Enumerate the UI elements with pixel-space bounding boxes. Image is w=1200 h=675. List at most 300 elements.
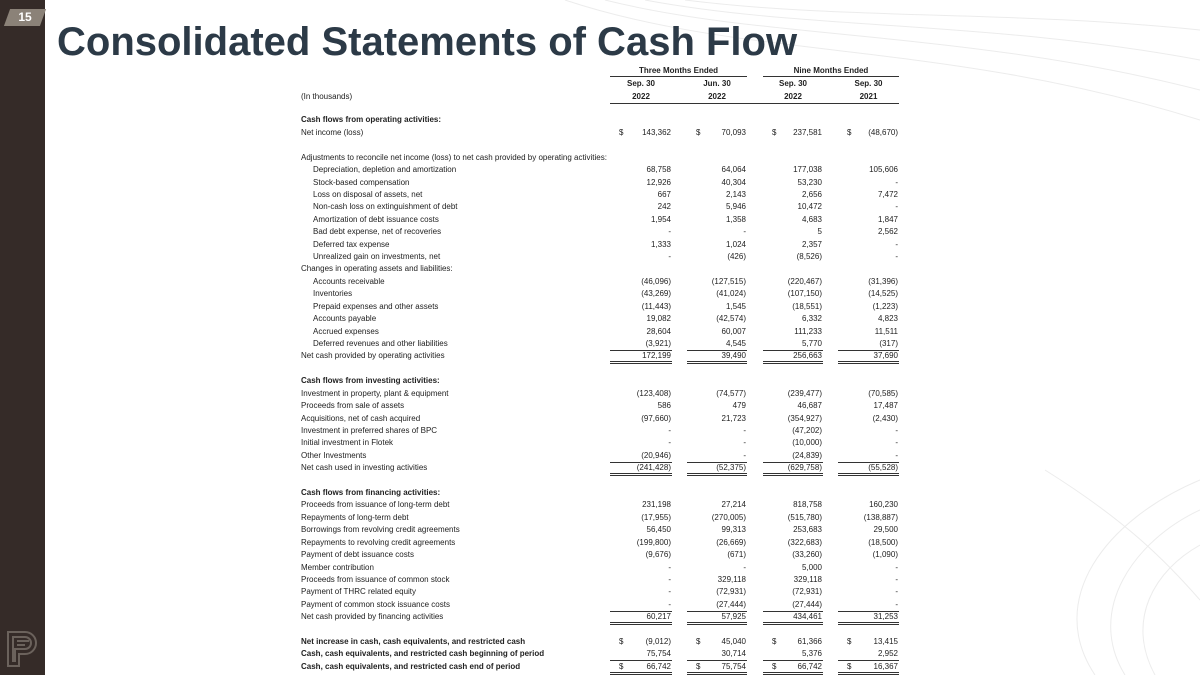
table-row bbox=[0, 165, 1200, 177]
value-cell bbox=[838, 240, 899, 251]
value-cell bbox=[838, 190, 899, 201]
value-cell bbox=[838, 513, 899, 524]
cell-value: (31,396) bbox=[868, 276, 898, 286]
value-cell bbox=[838, 252, 899, 263]
cell-value: (138,887) bbox=[863, 512, 898, 522]
value-cell bbox=[687, 401, 747, 412]
value-cell bbox=[610, 277, 672, 288]
cell-value: 30,714 bbox=[721, 649, 746, 659]
cell-value: 1,545 bbox=[725, 301, 746, 311]
value-cell bbox=[763, 178, 823, 189]
cell-value: 5,000 bbox=[801, 562, 822, 572]
value-cell bbox=[838, 202, 899, 213]
row-label: Net income (loss) bbox=[301, 127, 364, 137]
cell-value: 586 bbox=[657, 401, 671, 411]
cell-value: (46,096) bbox=[641, 276, 671, 286]
row-label: Deferred tax expense bbox=[313, 239, 390, 249]
value-cell bbox=[687, 339, 747, 351]
cell-value: - bbox=[668, 599, 671, 609]
value-cell bbox=[763, 525, 823, 536]
cell-value: 31,253 bbox=[873, 612, 898, 622]
row-label: Cash, cash equivalents, and restricted cash beginning of period bbox=[301, 649, 545, 659]
value-cell bbox=[763, 314, 823, 325]
table-row bbox=[0, 178, 1200, 190]
value-cell bbox=[838, 314, 899, 325]
table-row bbox=[0, 587, 1200, 599]
cell-value: - bbox=[895, 425, 898, 435]
cell-value: 253,683 bbox=[793, 525, 822, 535]
cell-value: - bbox=[895, 438, 898, 448]
cell-value: - bbox=[668, 252, 671, 262]
header-three-months: Three Months Ended bbox=[638, 66, 719, 75]
spacer-row bbox=[0, 476, 1200, 488]
cell-value: (220,467) bbox=[787, 276, 822, 286]
value-cell bbox=[838, 563, 899, 574]
value-cell bbox=[610, 612, 672, 625]
value-cell bbox=[838, 401, 899, 412]
value-cell bbox=[763, 190, 823, 201]
cell-value: - bbox=[668, 562, 671, 572]
cell-value: 1,358 bbox=[725, 214, 746, 224]
currency-symbol: $ bbox=[772, 637, 777, 647]
value-cell bbox=[687, 637, 747, 648]
cell-value: 1,954 bbox=[650, 214, 671, 224]
row-label: Proceeds from issuance of long-term debt bbox=[301, 500, 450, 510]
cell-value: 5,946 bbox=[725, 202, 746, 212]
value-cell bbox=[838, 227, 899, 238]
cell-value: (322,683) bbox=[787, 537, 822, 547]
cell-value: 16,367 bbox=[873, 661, 898, 671]
cell-value: 19,082 bbox=[646, 314, 671, 324]
cell-value: 143,362 bbox=[642, 127, 671, 137]
row-label: Borrowings from revolving credit agreements bbox=[301, 525, 460, 535]
cell-value: 329,118 bbox=[793, 574, 822, 584]
currency-symbol: $ bbox=[696, 661, 701, 671]
table-row bbox=[0, 463, 1200, 475]
cell-value: 434,461 bbox=[793, 612, 822, 622]
table-row bbox=[0, 525, 1200, 537]
table-row bbox=[0, 438, 1200, 450]
value-cell bbox=[838, 426, 899, 437]
cell-value: 479 bbox=[732, 401, 746, 411]
cell-value: 242 bbox=[657, 202, 671, 212]
table-row bbox=[0, 451, 1200, 463]
cell-value: (515,780) bbox=[787, 512, 822, 522]
cell-value: - bbox=[668, 438, 671, 448]
cell-value: - bbox=[668, 574, 671, 584]
row-label: Cash, cash equivalents, and restricted cash end of period bbox=[301, 661, 521, 671]
value-cell bbox=[610, 389, 672, 400]
cell-value: - bbox=[668, 587, 671, 597]
value-cell bbox=[838, 351, 899, 364]
cell-value: - bbox=[743, 425, 746, 435]
row-label: Amortization of debt issuance costs bbox=[313, 214, 439, 224]
cell-value: (671) bbox=[727, 550, 746, 560]
value-cell bbox=[838, 538, 899, 549]
table-row bbox=[0, 426, 1200, 438]
value-cell bbox=[610, 202, 672, 213]
row-label: Investment in property, plant & equipment bbox=[301, 388, 449, 398]
cell-value: 172,199 bbox=[642, 351, 671, 361]
cell-value: 105,606 bbox=[869, 165, 898, 175]
cell-value: 5,770 bbox=[801, 338, 822, 348]
value-cell bbox=[610, 500, 672, 511]
cell-value: - bbox=[895, 239, 898, 249]
row-label: Net cash used in investing activities bbox=[301, 463, 428, 473]
value-cell bbox=[610, 215, 672, 226]
cell-value: 70,093 bbox=[721, 127, 746, 137]
cell-value: 45,040 bbox=[721, 637, 746, 647]
value-cell bbox=[838, 327, 899, 338]
column-header-month: Sep. 30 bbox=[626, 79, 655, 88]
cell-value: (17,955) bbox=[641, 512, 671, 522]
value-cell bbox=[763, 513, 823, 524]
cell-value: 66,742 bbox=[646, 661, 671, 671]
value-cell bbox=[763, 587, 823, 598]
table-row bbox=[0, 128, 1200, 140]
cell-value: 57,925 bbox=[721, 612, 746, 622]
value-cell bbox=[838, 277, 899, 288]
value-cell bbox=[763, 128, 823, 139]
row-label: Unrealized gain on investments, net bbox=[313, 252, 441, 262]
row-label: Bad debt expense, net of recoveries bbox=[313, 227, 442, 237]
cell-value: 2,952 bbox=[877, 649, 898, 659]
value-cell bbox=[687, 252, 747, 263]
currency-symbol: $ bbox=[696, 127, 701, 137]
cell-value: (48,670) bbox=[868, 127, 898, 137]
cell-value: 2,357 bbox=[801, 239, 822, 249]
spacer-row bbox=[0, 625, 1200, 637]
header-rule bbox=[763, 76, 899, 77]
value-cell bbox=[687, 389, 747, 400]
value-cell bbox=[838, 500, 899, 511]
value-cell bbox=[687, 525, 747, 536]
table-row bbox=[0, 637, 1200, 649]
cell-value: 177,038 bbox=[793, 165, 822, 175]
value-cell bbox=[763, 389, 823, 400]
cell-value: 75,754 bbox=[646, 649, 671, 659]
cell-value: (123,408) bbox=[636, 388, 671, 398]
value-cell bbox=[687, 190, 747, 201]
value-cell bbox=[838, 637, 899, 648]
column-header-year: 2022 bbox=[708, 92, 726, 101]
cell-value: (426) bbox=[727, 252, 746, 262]
row-label: Adjustments to reconcile net income (loss) to net cash provided by operating activities: bbox=[301, 152, 607, 162]
value-cell bbox=[687, 215, 747, 226]
cell-value: (1,223) bbox=[872, 301, 898, 311]
cell-value: - bbox=[668, 227, 671, 237]
cell-value: (239,477) bbox=[787, 388, 822, 398]
header-nine-months: Nine Months Ended bbox=[793, 66, 869, 75]
value-cell bbox=[838, 649, 899, 661]
value-cell bbox=[610, 600, 672, 612]
value-cell bbox=[763, 538, 823, 549]
row-label: Depreciation, depletion and amortization bbox=[313, 165, 457, 175]
cell-value: (24,839) bbox=[792, 450, 822, 460]
row-label: Changes in operating assets and liabilities: bbox=[301, 264, 453, 274]
table-row bbox=[0, 513, 1200, 525]
value-cell bbox=[687, 513, 747, 524]
value-cell bbox=[687, 575, 747, 586]
value-cell bbox=[687, 587, 747, 598]
currency-symbol: $ bbox=[847, 637, 852, 647]
header-rule bbox=[610, 76, 747, 77]
column-header-month: Jun. 30 bbox=[703, 79, 731, 88]
row-label: Payment of common stock issuance costs bbox=[301, 599, 450, 609]
cell-value: - bbox=[895, 450, 898, 460]
value-cell bbox=[763, 252, 823, 263]
value-cell bbox=[687, 500, 747, 511]
row-label: Cash flows from investing activities: bbox=[301, 376, 440, 386]
value-cell bbox=[838, 289, 899, 300]
cell-value: (270,005) bbox=[711, 512, 746, 522]
table-row bbox=[0, 153, 1200, 165]
row-label: Payment of THRC related equity bbox=[301, 587, 417, 597]
value-cell bbox=[610, 351, 672, 364]
value-cell bbox=[838, 463, 899, 476]
table-row bbox=[0, 649, 1200, 661]
table-row bbox=[0, 277, 1200, 289]
cell-value: (72,931) bbox=[792, 587, 822, 597]
value-cell bbox=[763, 500, 823, 511]
row-label: Deferred revenues and other liabilities bbox=[313, 338, 448, 348]
value-cell bbox=[763, 649, 823, 661]
value-cell bbox=[763, 463, 823, 476]
currency-symbol: $ bbox=[619, 127, 624, 137]
value-cell bbox=[610, 240, 672, 251]
cell-value: - bbox=[895, 562, 898, 572]
currency-symbol: $ bbox=[696, 637, 701, 647]
value-cell bbox=[687, 538, 747, 549]
cell-value: (11,443) bbox=[641, 301, 671, 311]
value-cell bbox=[687, 426, 747, 437]
value-cell bbox=[687, 662, 747, 675]
cell-value: 60,007 bbox=[721, 326, 746, 336]
value-cell bbox=[610, 227, 672, 238]
value-cell bbox=[763, 165, 823, 176]
cell-value: 4,823 bbox=[877, 314, 898, 324]
cell-value: 329,118 bbox=[717, 574, 746, 584]
cell-value: 4,683 bbox=[801, 214, 822, 224]
cell-value: (20,946) bbox=[641, 450, 671, 460]
table-row bbox=[0, 302, 1200, 314]
cell-value: 56,450 bbox=[646, 525, 671, 535]
table-row bbox=[0, 575, 1200, 587]
cell-value: 28,604 bbox=[646, 326, 671, 336]
cell-value: (70,585) bbox=[868, 388, 898, 398]
row-label: Investment in preferred shares of BPC bbox=[301, 425, 438, 435]
value-cell bbox=[610, 426, 672, 437]
value-cell bbox=[610, 550, 672, 561]
cell-value: (55,528) bbox=[868, 463, 898, 473]
value-cell bbox=[763, 351, 823, 364]
row-label: Net increase in cash, cash equivalents, and restricted cash bbox=[301, 637, 526, 647]
value-cell bbox=[838, 302, 899, 313]
value-cell bbox=[763, 277, 823, 288]
cell-value: - bbox=[895, 177, 898, 187]
cell-value: 27,214 bbox=[721, 500, 746, 510]
currency-symbol: $ bbox=[772, 127, 777, 137]
value-cell bbox=[763, 215, 823, 226]
page-title: Consolidated Statements of Cash Flow bbox=[57, 20, 798, 64]
value-cell bbox=[610, 289, 672, 300]
value-cell bbox=[610, 575, 672, 586]
table-row bbox=[0, 190, 1200, 202]
value-cell bbox=[687, 277, 747, 288]
value-cell bbox=[838, 550, 899, 561]
cell-value: (18,500) bbox=[868, 537, 898, 547]
cell-value: (52,375) bbox=[716, 463, 746, 473]
value-cell bbox=[610, 463, 672, 476]
row-label: Prepaid expenses and other assets bbox=[313, 301, 439, 311]
value-cell bbox=[838, 215, 899, 226]
value-cell bbox=[610, 438, 672, 449]
cell-value: (9,676) bbox=[645, 550, 671, 560]
value-cell bbox=[838, 612, 899, 625]
cell-value: (72,931) bbox=[716, 587, 746, 597]
cell-value: (27,444) bbox=[792, 599, 822, 609]
value-cell bbox=[763, 289, 823, 300]
table-row bbox=[0, 662, 1200, 674]
spacer-row bbox=[0, 103, 1200, 115]
cell-value: 11,511 bbox=[874, 326, 898, 336]
value-cell bbox=[838, 587, 899, 598]
value-cell bbox=[763, 550, 823, 561]
value-cell bbox=[687, 289, 747, 300]
value-cell bbox=[687, 314, 747, 325]
cell-value: 1,333 bbox=[650, 239, 671, 249]
table-row bbox=[0, 414, 1200, 426]
value-cell bbox=[763, 240, 823, 251]
cell-value: (10,000) bbox=[792, 438, 822, 448]
value-cell bbox=[610, 513, 672, 524]
cell-value: 53,230 bbox=[797, 177, 822, 187]
row-label: Net cash provided by operating activities bbox=[301, 351, 445, 361]
cell-value: 60,217 bbox=[646, 612, 671, 622]
row-label: Inventories bbox=[313, 289, 353, 299]
value-cell bbox=[687, 563, 747, 574]
cell-value: 160,230 bbox=[869, 500, 898, 510]
row-label: Cash flows from financing activities: bbox=[301, 488, 441, 498]
row-label: Accounts receivable bbox=[313, 276, 385, 286]
table-row bbox=[0, 240, 1200, 252]
cell-value: 256,663 bbox=[793, 351, 822, 361]
cell-value: 5 bbox=[817, 227, 822, 237]
page-number: 15 bbox=[18, 10, 32, 24]
table-row bbox=[0, 115, 1200, 127]
value-cell bbox=[763, 227, 823, 238]
cell-value: 111,233 bbox=[794, 326, 822, 336]
units-label: (In thousands) bbox=[301, 92, 353, 101]
cell-value: 17,487 bbox=[873, 401, 898, 411]
cell-value: 66,742 bbox=[797, 661, 822, 671]
value-cell bbox=[687, 240, 747, 251]
cell-value: (41,024) bbox=[716, 289, 746, 299]
cell-value: 46,687 bbox=[797, 401, 822, 411]
table-row bbox=[0, 563, 1200, 575]
value-cell bbox=[687, 351, 747, 364]
value-cell bbox=[763, 414, 823, 425]
value-cell bbox=[610, 662, 672, 675]
cell-value: (2,430) bbox=[872, 413, 898, 423]
value-cell bbox=[763, 401, 823, 412]
value-cell bbox=[838, 339, 899, 351]
value-cell bbox=[763, 600, 823, 612]
value-cell bbox=[687, 414, 747, 425]
cell-value: 61,366 bbox=[797, 637, 822, 647]
table-row bbox=[0, 227, 1200, 239]
value-cell bbox=[687, 227, 747, 238]
currency-symbol: $ bbox=[847, 127, 852, 137]
row-label: Proceeds from sale of assets bbox=[301, 401, 405, 411]
cell-value: (1,090) bbox=[872, 550, 898, 560]
table-row bbox=[0, 289, 1200, 301]
value-cell bbox=[610, 414, 672, 425]
currency-symbol: $ bbox=[619, 637, 624, 647]
table-row bbox=[0, 401, 1200, 413]
cell-value: 1,024 bbox=[725, 239, 746, 249]
value-cell bbox=[610, 451, 672, 463]
value-cell bbox=[687, 302, 747, 313]
cell-value: 37,690 bbox=[873, 351, 898, 361]
cell-value: - bbox=[895, 202, 898, 212]
value-cell bbox=[610, 538, 672, 549]
value-cell bbox=[763, 426, 823, 437]
row-label: Member contribution bbox=[301, 562, 374, 572]
value-cell bbox=[838, 662, 899, 675]
value-cell bbox=[687, 327, 747, 338]
value-cell bbox=[838, 575, 899, 586]
currency-symbol: $ bbox=[847, 661, 852, 671]
table-row bbox=[0, 264, 1200, 276]
value-cell bbox=[610, 587, 672, 598]
table-row bbox=[0, 327, 1200, 339]
value-cell bbox=[838, 525, 899, 536]
cell-value: - bbox=[895, 599, 898, 609]
cell-value: (354,927) bbox=[787, 413, 822, 423]
value-cell bbox=[763, 563, 823, 574]
value-cell bbox=[838, 165, 899, 176]
value-cell bbox=[687, 438, 747, 449]
value-cell bbox=[687, 463, 747, 476]
spacer-row bbox=[0, 364, 1200, 376]
cell-value: (27,444) bbox=[716, 599, 746, 609]
cell-value: 2,562 bbox=[877, 227, 898, 237]
cell-value: 667 bbox=[657, 189, 671, 199]
cell-value: (3,921) bbox=[645, 338, 671, 348]
cell-value: 12,926 bbox=[646, 177, 671, 187]
table-row bbox=[0, 600, 1200, 612]
cell-value: (629,758) bbox=[787, 463, 822, 473]
value-cell bbox=[687, 550, 747, 561]
cell-value: 2,656 bbox=[801, 189, 822, 199]
column-header-year: 2021 bbox=[859, 92, 878, 101]
cell-value: - bbox=[743, 450, 746, 460]
value-cell bbox=[610, 649, 672, 661]
table-row bbox=[0, 612, 1200, 624]
currency-symbol: $ bbox=[619, 661, 624, 671]
cell-value: - bbox=[895, 574, 898, 584]
cell-value: - bbox=[895, 252, 898, 262]
row-label: Other Investments bbox=[301, 450, 367, 460]
value-cell bbox=[610, 339, 672, 351]
value-cell bbox=[838, 438, 899, 449]
value-cell bbox=[610, 563, 672, 574]
cell-value: 64,064 bbox=[721, 165, 746, 175]
table-row bbox=[0, 252, 1200, 264]
value-cell bbox=[687, 202, 747, 213]
table-row bbox=[0, 351, 1200, 363]
